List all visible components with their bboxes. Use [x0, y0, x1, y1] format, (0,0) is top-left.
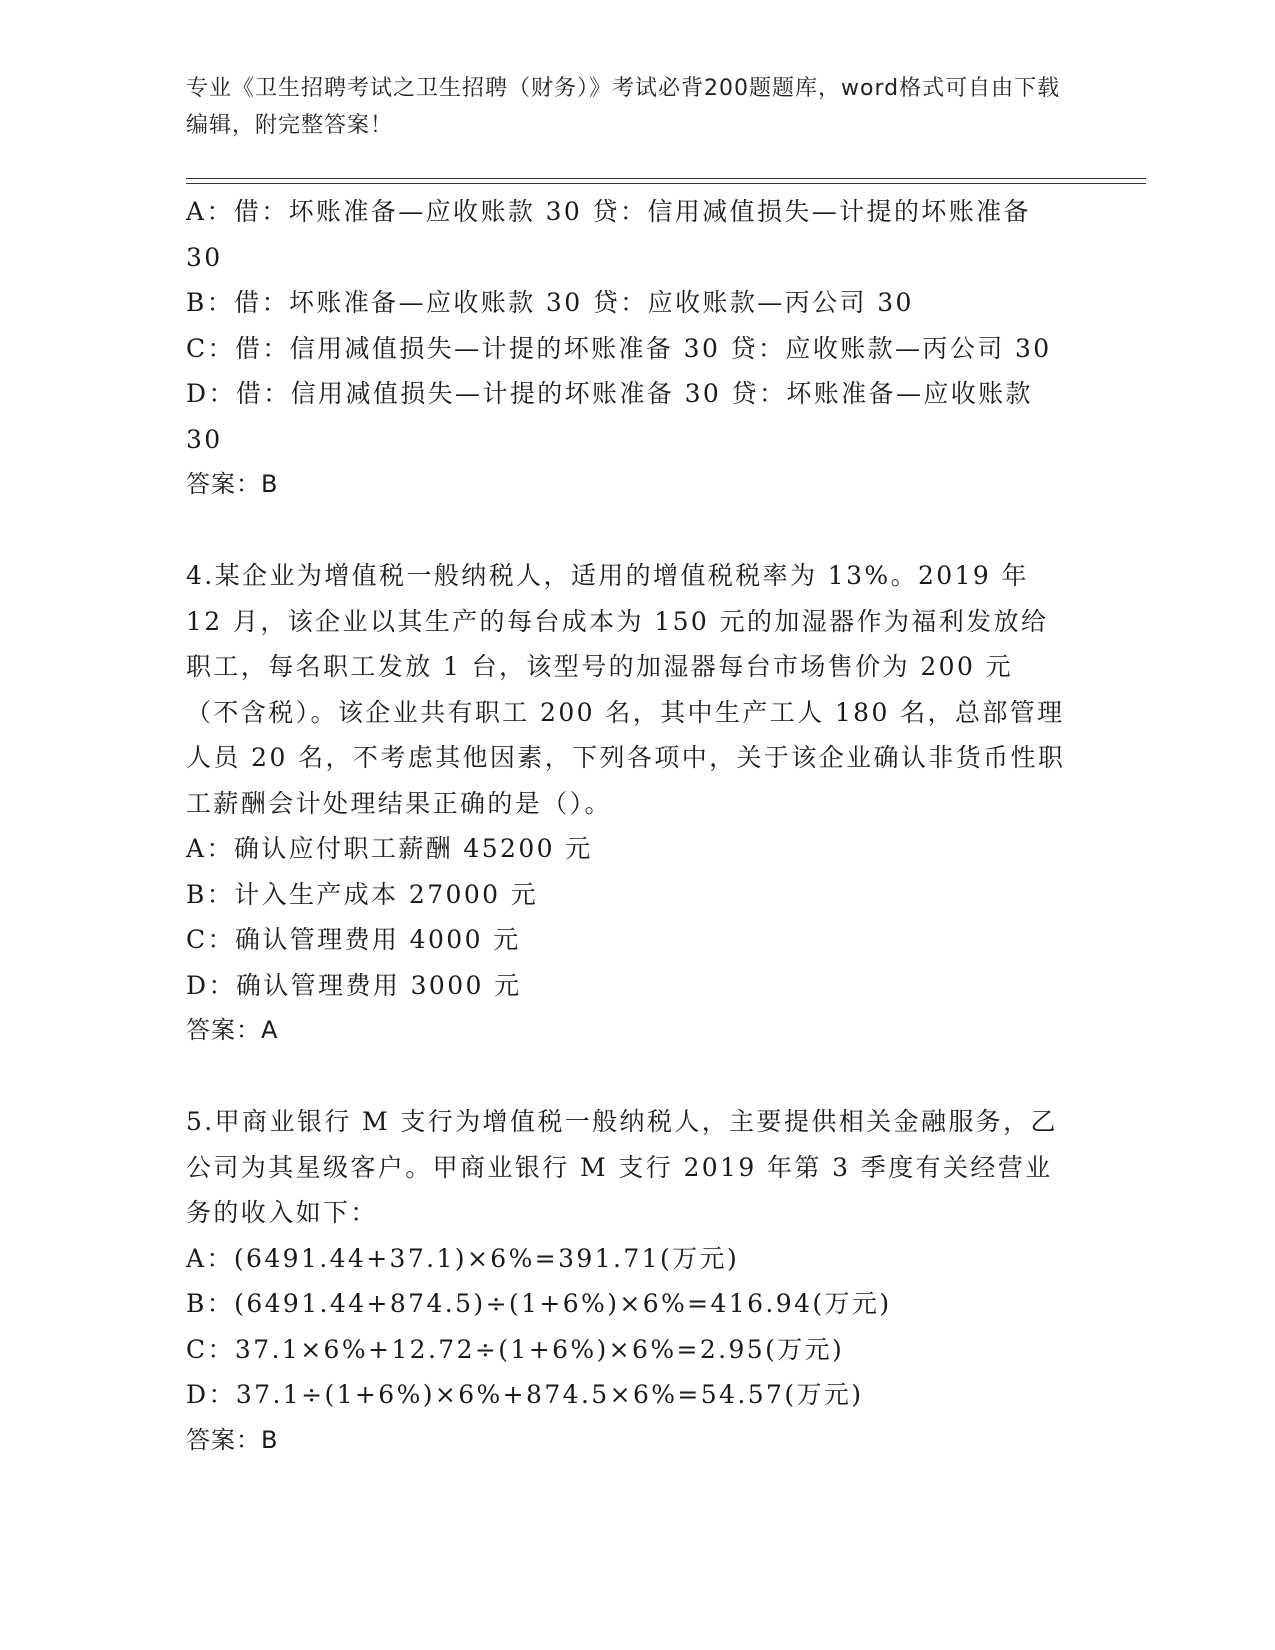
question-stem: 4.某企业为增值税一般纳税人，适用的增值税税率为 13%。2019 年 12 月，该企业以其生产的每台成本为 150 元的加湿器作为福利发放给职工，每名职工发放 1 台，该型号的加湿器每台市场售价为 200 元（不含税）。该企业共有职工 200 名，其中生产工人 180 名，总部管理人员 20 名，不考虑其他因素，下列各项中，关于该企业确认非货币性职工薪酬会计处理结果正确的是（）。 [186, 561, 1066, 818]
document-body [186, 189, 1066, 1463]
option-a: A：借：坏账准备—应收账款 30 贷：信用减值损失—计提的坏账准备 30 [186, 197, 1031, 272]
document-header: 专业《卫生招聘考试之卫生招聘（财务）》考试必背200题题库，word格式可自由下载编辑，附完整答案！ [186, 76, 1061, 138]
question-3 [186, 189, 1066, 508]
option-b: B：(6491.44+874.5)÷(1+6%)×6%=416.94(万元) [186, 1289, 892, 1318]
option-d: D：确认管理费用 3000 元 [186, 970, 522, 1000]
option-b: B：借：坏账准备—应收账款 30 贷：应收账款—丙公司 30 [186, 288, 914, 317]
question-4 [186, 553, 1066, 1054]
header-divider-bottom [186, 183, 1146, 184]
option-d: D：借：信用减值损失—计提的坏账准备 30 贷：坏账准备—应收账款 30 [186, 379, 1033, 454]
option-c: C：37.1×6%+12.72÷(1+6%)×6%=2.95(万元) [186, 1334, 845, 1364]
header-divider-top [186, 178, 1146, 179]
spacer [186, 1054, 1066, 1100]
option-a: A：(6491.44+37.1)×6%=391.71(万元) [186, 1243, 740, 1273]
option-d: D：37.1÷(1+6%)×6%+874.5×6%=54.57(万元) [186, 1380, 864, 1409]
option-c: C：借：信用减值损失—计提的坏账准备 30 贷：应收账款—丙公司 30 [186, 333, 1052, 363]
answer: 答案：A [186, 1016, 279, 1044]
answer: 答案：B [186, 470, 279, 498]
spacer [186, 508, 1066, 554]
question-stem: 5.甲商业银行 M 支行为增值税一般纳税人，主要提供相关金融服务，乙公司为其星级客户。甲商业银行 M 支行 2019 年第 3 季度有关经营业务的收入如下： [186, 1107, 1058, 1227]
option-a: A：确认应付职工薪酬 45200 元 [186, 834, 593, 863]
question-5 [186, 1099, 1066, 1463]
option-c: C：确认管理费用 4000 元 [186, 925, 521, 954]
answer: 答案：B [186, 1425, 279, 1454]
option-b: B：计入生产成本 27000 元 [186, 879, 539, 909]
